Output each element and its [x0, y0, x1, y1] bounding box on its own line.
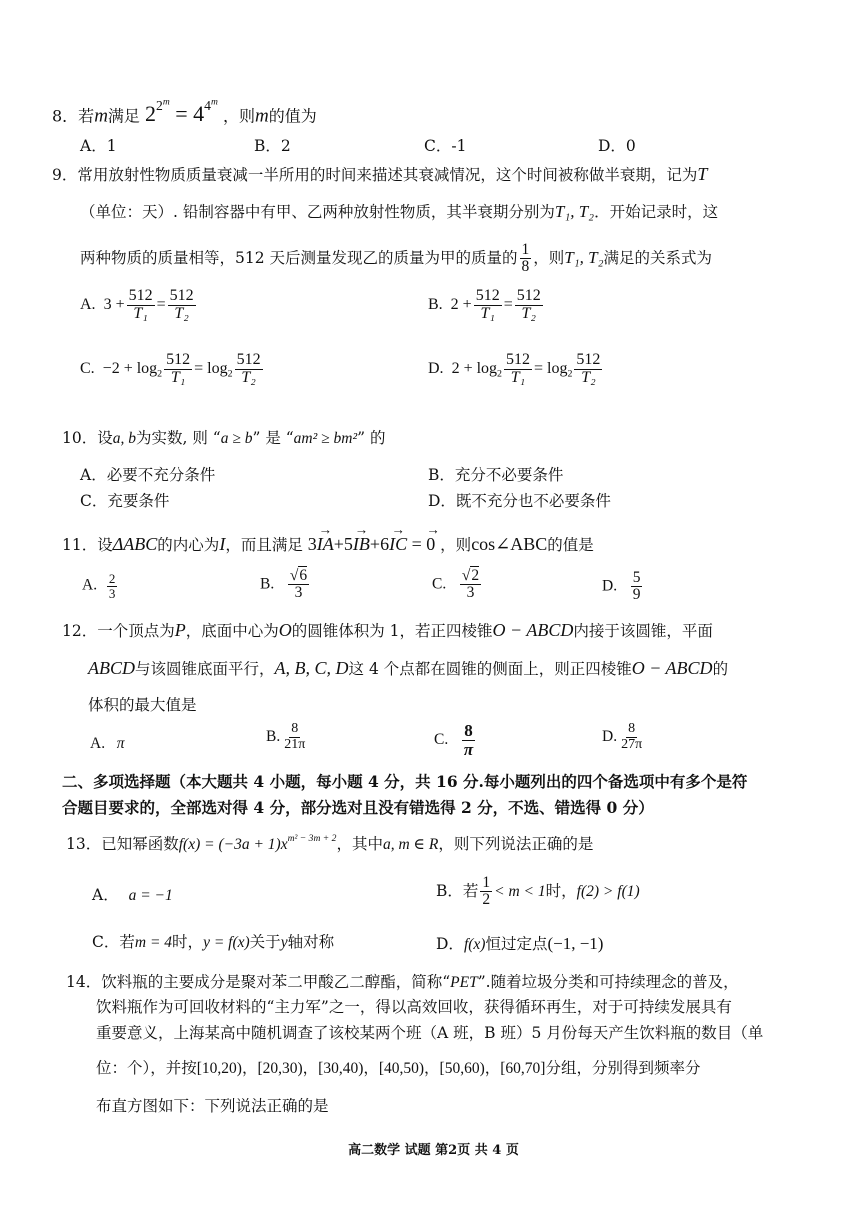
q11-stem: 11．设ΔABC的内心为I，而且满足 3→ IA+5→ IB+6→ IC = → 0 ，则cos∠ABC的值是: [62, 533, 594, 556]
q8-option-c[interactable]: C．-1: [424, 137, 467, 155]
q9-line2: （单位：天）. 铅制容器中有甲、乙两种放射性物质，其半衰期分别为T₁, T₂．开始记录时，这: [80, 202, 719, 221]
q8-option-d[interactable]: D．0: [598, 137, 636, 155]
q10-option-c[interactable]: C．充要条件: [80, 492, 170, 510]
section2-heading-line1: 二、多项选择题（本大题共 4 小题，每小题 4 分，共 16 分.每小题列出的四个备选项中有多个是符: [62, 772, 748, 791]
q13-stem: 13．已知幂函数$f(x) = (-3a + 1)x^{m^2 - 3m + 2}$，其中a, m ∈ R，则下列说法正确的是: [66, 833, 594, 854]
q10-stem: 10．设a, b为实数, 则 “a ≥ b” 是 “am² ≥ bm²” 的: [62, 429, 386, 447]
q12-option-d[interactable]: D. $\frac{8}{27\pi}$: [602, 721, 643, 752]
q11-option-a[interactable]: A. $\frac{2}{3}$: [82, 571, 116, 601]
q13-option-b[interactable]: B．若 $\frac{1}{2}$ < m < 1时，f(2) > f(1): [436, 874, 640, 909]
q11-option-c[interactable]: C. $\frac{√2}{3}$: [432, 567, 480, 602]
page-footer: 高二数学 试题 第2页 共 4 页: [348, 1143, 519, 1158]
q8-option-b[interactable]: B．2: [254, 137, 291, 155]
q11-option-d[interactable]: D. $\frac{5}{9}$: [602, 569, 641, 604]
q9-option-c[interactable]: C. $-2 + \log_2$ $\frac{512}{\text{T₁}}$ = $\log_2$ $\frac{512}{\text{T₂}}$: [80, 351, 261, 386]
q9-option-d[interactable]: D. $2 + \log_2$ $\frac{512}{\text{T₁}}$ = $\log_2$ $\frac{512}{\text{T₂}}$: [428, 351, 601, 386]
q10-option-a[interactable]: A．必要不充分条件: [80, 466, 216, 484]
q10-option-d[interactable]: D．既不充分也不必要条件: [428, 492, 611, 510]
q13-option-d[interactable]: D．f(x)恒过定点(−1, −1): [436, 934, 604, 953]
q14-line5: 布直方图如下：下列说法正确的是: [96, 1097, 329, 1115]
q13-option-a[interactable]: A． a = −1: [92, 886, 173, 904]
q12-option-c[interactable]: C. $\frac{8}{\pi}$: [434, 721, 474, 759]
q9-option-b[interactable]: B. 2 + $\frac{512}{\text{T₁}}$ = $\frac{512}{\text{T₂}}$: [428, 287, 541, 322]
q9-option-a[interactable]: A. 3 + $\frac{512}{\text{T₁}}$ = $\frac{512}{\text{T₂}}$: [80, 287, 194, 322]
q10-option-b[interactable]: B．充分不必要条件: [428, 466, 564, 484]
q11-vector-equation: 3→ IA+5→ IB+6→ IC = → 0: [308, 534, 435, 554]
q14-line2: 饮料瓶作为可回收材料的“主力军”之一，得以高效回收，获得循环再生，对于可持续发展具有: [96, 998, 732, 1016]
q14-line1: 14．饮料瓶的主要成分是聚对苯二甲酸乙二醇酯，简称“PET”.随着垃圾分类和可持续理念的普及，: [66, 973, 739, 991]
q12-option-a[interactable]: A. π: [90, 735, 125, 752]
q9-line1: 9．常用放射性物质质量衰减一半所用的时间来描述其衰减情况，这个时间被称做半衰期，记为T: [52, 164, 708, 184]
q8-stem: 8．若m满足 $2^{2^m} = 4^{4^m}$ ，则m的值为: [52, 96, 317, 127]
q12-option-b[interactable]: B. $\frac{8}{21\pi}$: [266, 721, 306, 752]
q13-option-c[interactable]: C．若m = 4时，y = f(x)关于y轴对称: [92, 933, 335, 951]
section2-heading-line2: 合题目要求的，全部选对得 4 分，部分选对且没有错选得 2 分，不选、错选得 0 分）: [62, 798, 654, 817]
q8-option-a[interactable]: A．1: [80, 137, 117, 155]
q14-line4: 位：个），并按[10,20)，[20,30)，[30,40)，[40,50)，[50,60)，[60,70]分组，分别得到频率分: [96, 1059, 701, 1077]
q12-line1: 12．一个顶点为P，底面中心为O的圆锥体积为 1，若正四棱锥O − ABCD内接于该圆锥，平面: [62, 620, 713, 640]
q14-line3: 重要意义，上海某高中随机调查了该校某两个班（A 班，B 班）5 月份每天产生饮料瓶的数目（单: [96, 1024, 764, 1042]
q12-line3: 体积的最大值是: [88, 696, 197, 714]
q8-equation: $2^{2^m} = 4^{4^m}$: [145, 96, 218, 127]
q9-line3: 两种物质的质量相等，512 天后测量发现乙的质量为甲的质量的 $\frac{1}{8}$ ，则T₁, T₂满足的关系式为: [80, 241, 713, 276]
q11-option-b[interactable]: B. $\frac{√6}{3}$: [260, 567, 308, 602]
q12-line2: ABCD与该圆锥底面平行，A, B, C, D这 4 个点都在圆锥的侧面上，则正四棱锥O − ABCD的: [88, 658, 729, 678]
